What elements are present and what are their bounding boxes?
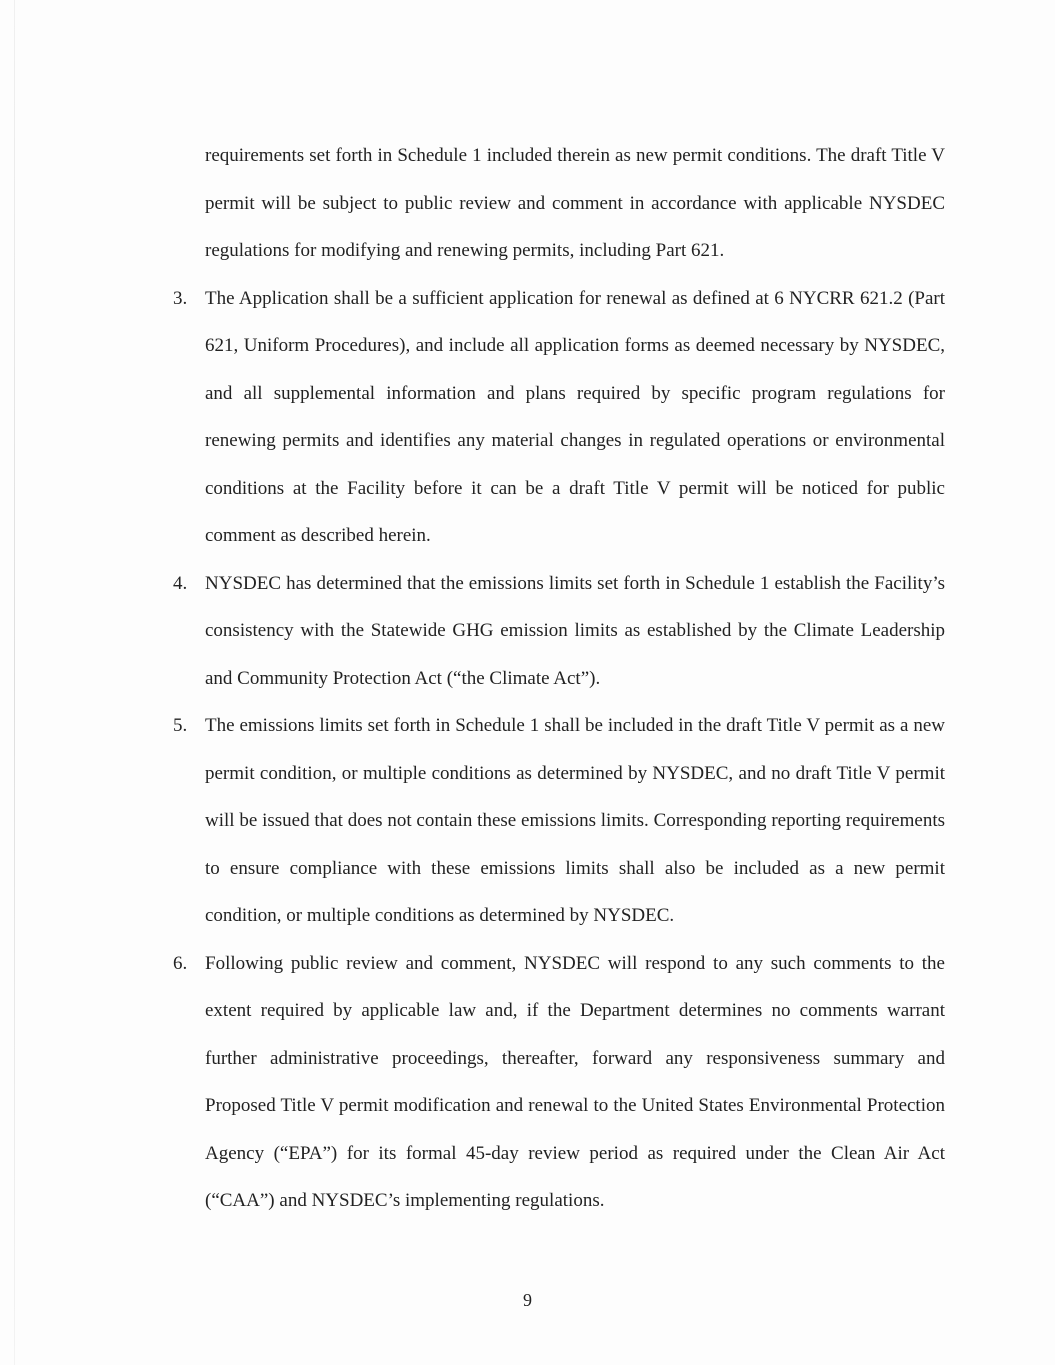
list-item-4 xyxy=(173,560,945,703)
list-item-3 xyxy=(173,275,945,560)
list-item-5 xyxy=(173,702,945,940)
scan-edge xyxy=(14,0,15,1365)
continuation-paragraph: requirements set forth in Schedule 1 included therein as new permit conditions. The draft Title V permit will be subject to public review and comment in accordance with applicable NYSDEC regulations for modifying and renewing permits, including Part 621. xyxy=(205,145,945,261)
list-item-6 xyxy=(173,940,945,1225)
body-text xyxy=(173,132,945,1225)
list-item-text: The emissions limits set forth in Schedule 1 shall be included in the draft Title V permit as a new permit condition, or multiple conditions as determined by NYSDEC, and no draft Title V permit will be issued that does not contain these emissions limits. Corresponding reporting requirements to ensure compliance with these emissions limits shall also be included as a new permit condition, or multiple conditions as determined by NYSDEC. xyxy=(205,715,945,926)
list-item-text: NYSDEC has determined that the emissions limits set forth in Schedule 1 establish the Facility’s consistency with the Statewide GHG emission limits as established by the Climate Leadership and Community Protection Act (“the Climate Act”). xyxy=(205,572,945,689)
list-item-number: 3. xyxy=(173,287,188,309)
list-item-number: 4. xyxy=(173,572,188,594)
list-item-text: The Application shall be a sufficient application for renewal as defined at 6 NYCRR 621.2 (Part 621, Uniform Procedures), and include all application forms as deemed necessary by NYSDEC, and all supplemental information and plans required by specific program regulations for renewing permits and identifies any material changes in regulated operations or environmental conditions at the Facility before it can be a draft Title V permit will be noticed for public comment as described herein. xyxy=(205,287,945,546)
list-item-number: 5. xyxy=(173,715,188,736)
page-number: 9 xyxy=(523,1290,532,1310)
list-item-number: 6. xyxy=(173,952,188,974)
list-item-text: Following public review and comment, NYSDEC will respond to any such comments to the extent required by applicable law and, if the Department determines no comments warrant further administrative proceedings, thereafter, forward any responsiveness summary and Proposed Title V permit modification and renewal to the United States Environmental Protection Agency (“EPA”) for its formal 45-day review period as required under the Clean Air Act (“CAA”) and NYSDEC’s implementing regulations. xyxy=(205,952,945,1211)
